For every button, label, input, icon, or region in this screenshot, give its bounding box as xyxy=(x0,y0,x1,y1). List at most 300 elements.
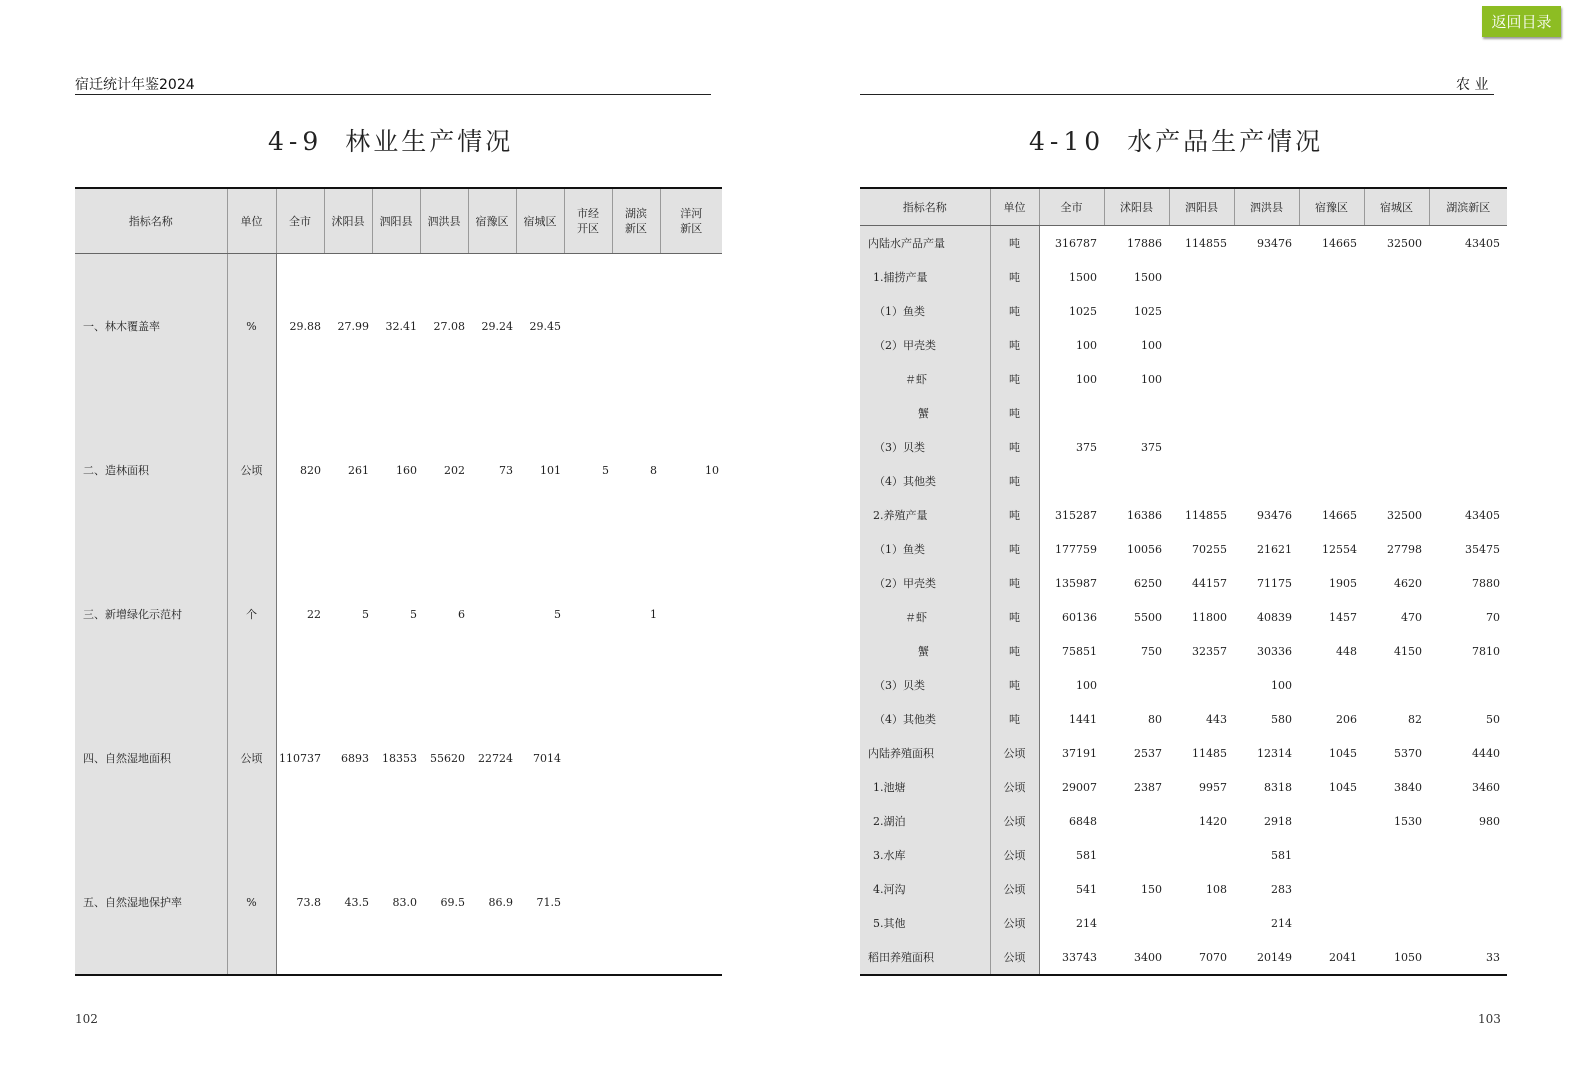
value-cell: 1025 xyxy=(1069,304,1097,318)
column-header: 指标名称 xyxy=(860,188,990,226)
value-cell xyxy=(1169,838,1234,872)
column-header: 湖滨 新区 xyxy=(612,188,660,254)
value-cell xyxy=(1169,328,1234,362)
value-cell: 1457 xyxy=(1329,610,1357,624)
value-cell: 4620 xyxy=(1394,576,1422,590)
table-row xyxy=(860,226,1507,261)
value-cell: 150 xyxy=(1141,882,1162,896)
value-cell: 100 xyxy=(1271,678,1292,692)
value-cell: 541 xyxy=(1076,882,1097,896)
value-cell xyxy=(1234,362,1299,396)
right-table-title xyxy=(1029,122,1323,158)
value-cell xyxy=(1429,464,1507,498)
value-cell: 22724 xyxy=(478,751,513,765)
column-header: 泗洪县 xyxy=(420,188,468,254)
column-header: 宿城区 xyxy=(516,188,564,254)
right-page-number: 103 xyxy=(1478,1012,1501,1026)
value-cell xyxy=(1429,260,1507,294)
value-cell: 7810 xyxy=(1472,644,1500,658)
value-cell xyxy=(1104,464,1169,498)
value-cell: 17886 xyxy=(1127,236,1162,250)
value-cell xyxy=(1364,464,1429,498)
value-cell xyxy=(1299,668,1364,702)
value-cell: 4440 xyxy=(1472,746,1500,760)
unit-cell: 吨 xyxy=(990,702,1039,736)
value-cell xyxy=(1299,362,1364,396)
unit-cell: 个 xyxy=(227,542,276,686)
value-cell: 8 xyxy=(650,463,657,477)
value-cell: 1 xyxy=(650,607,657,621)
unit-cell: 吨 xyxy=(990,532,1039,566)
table-row xyxy=(860,294,1507,328)
value-cell: 18353 xyxy=(382,751,417,765)
value-cell: 2537 xyxy=(1134,746,1162,760)
value-cell: 86.9 xyxy=(488,895,513,909)
value-cell: 73 xyxy=(499,463,513,477)
value-cell xyxy=(564,542,612,686)
value-cell xyxy=(1429,872,1507,906)
value-cell: 135987 xyxy=(1055,576,1097,590)
value-cell: 40839 xyxy=(1257,610,1292,624)
value-cell: 100 xyxy=(1076,372,1097,386)
row-label: 三、新增绿化示范村 xyxy=(75,542,227,686)
value-cell: 16386 xyxy=(1127,508,1162,522)
value-cell: 100 xyxy=(1141,338,1162,352)
value-cell xyxy=(1429,294,1507,328)
value-cell xyxy=(1429,362,1507,396)
value-cell: 29007 xyxy=(1062,780,1097,794)
value-cell: 443 xyxy=(1206,712,1227,726)
value-cell: 581 xyxy=(1076,848,1097,862)
value-cell: 448 xyxy=(1336,644,1357,658)
value-cell: 5370 xyxy=(1394,746,1422,760)
left-page-number: 102 xyxy=(75,1012,98,1026)
value-cell xyxy=(1364,668,1429,702)
value-cell: 750 xyxy=(1141,644,1162,658)
value-cell xyxy=(1299,430,1364,464)
value-cell: 6893 xyxy=(341,751,369,765)
aquatic-table xyxy=(860,187,1507,976)
value-cell xyxy=(564,830,612,975)
value-cell: 30336 xyxy=(1257,644,1292,658)
unit-cell: 吨 xyxy=(990,566,1039,600)
unit-cell: 吨 xyxy=(990,396,1039,430)
value-cell: 2387 xyxy=(1134,780,1162,794)
row-label: 5.其他 xyxy=(860,906,990,940)
column-header: 指标名称 xyxy=(75,188,227,254)
row-label: 3.水库 xyxy=(860,838,990,872)
unit-cell: 公顷 xyxy=(990,906,1039,940)
unit-cell: 公顷 xyxy=(990,872,1039,906)
value-cell: 2041 xyxy=(1329,950,1357,964)
value-cell: 27798 xyxy=(1387,542,1422,556)
column-header: 湖滨新区 xyxy=(1429,188,1507,226)
value-cell xyxy=(1299,872,1364,906)
left-table-number: 4-9 xyxy=(268,127,324,156)
value-cell xyxy=(612,830,660,975)
value-cell xyxy=(1104,906,1169,940)
value-cell: 206 xyxy=(1336,712,1357,726)
table-row xyxy=(75,254,722,399)
row-label: 一、林木覆盖率 xyxy=(75,254,227,399)
row-label: 蟹 xyxy=(860,396,990,430)
value-cell: 33 xyxy=(1486,950,1500,964)
value-cell xyxy=(1169,430,1234,464)
column-header: 宿豫区 xyxy=(468,188,516,254)
value-cell: 177759 xyxy=(1055,542,1097,556)
table-row xyxy=(75,830,722,975)
column-header: 全市 xyxy=(1039,188,1104,226)
unit-cell: 吨 xyxy=(990,294,1039,328)
row-label: （1）鱼类 xyxy=(860,294,990,328)
value-cell: 202 xyxy=(444,463,465,477)
value-cell: 32500 xyxy=(1387,508,1422,522)
value-cell xyxy=(1039,464,1104,498)
value-cell: 100 xyxy=(1076,678,1097,692)
table-row xyxy=(860,906,1507,940)
row-label: 四、自然湿地面积 xyxy=(75,686,227,830)
unit-cell: 公顷 xyxy=(990,838,1039,872)
value-cell: 69.5 xyxy=(440,895,465,909)
value-cell: 10056 xyxy=(1127,542,1162,556)
value-cell: 1045 xyxy=(1329,780,1357,794)
value-cell: 20149 xyxy=(1257,950,1292,964)
back-to-contents-button[interactable]: 返回目录 xyxy=(1482,6,1561,37)
unit-cell: % xyxy=(227,254,276,399)
unit-cell: 公顷 xyxy=(990,940,1039,975)
column-header: 沭阳县 xyxy=(1104,188,1169,226)
row-label: ＃虾 xyxy=(860,362,990,396)
value-cell xyxy=(1234,464,1299,498)
value-cell: 101 xyxy=(540,463,561,477)
value-cell: 21621 xyxy=(1257,542,1292,556)
value-cell: 5 xyxy=(410,607,417,621)
value-cell xyxy=(660,542,722,686)
value-cell: 5 xyxy=(602,463,609,477)
value-cell: 82 xyxy=(1408,712,1422,726)
column-header: 单位 xyxy=(227,188,276,254)
column-header: 泗阳县 xyxy=(372,188,420,254)
value-cell xyxy=(1169,668,1234,702)
value-cell xyxy=(1299,294,1364,328)
value-cell: 71.5 xyxy=(536,895,561,909)
value-cell: 1420 xyxy=(1199,814,1227,828)
value-cell: 214 xyxy=(1271,916,1292,930)
table-row xyxy=(860,838,1507,872)
table-row xyxy=(860,362,1507,396)
value-cell: 1530 xyxy=(1394,814,1422,828)
table-row xyxy=(860,872,1507,906)
value-cell: 32.41 xyxy=(385,319,417,333)
value-cell: 44157 xyxy=(1192,576,1227,590)
column-header: 单位 xyxy=(990,188,1039,226)
column-header: 市经 开区 xyxy=(564,188,612,254)
row-label: 1.池塘 xyxy=(860,770,990,804)
value-cell: 11800 xyxy=(1192,610,1227,624)
row-label: （2）甲壳类 xyxy=(860,566,990,600)
row-label: （1）鱼类 xyxy=(860,532,990,566)
value-cell xyxy=(1429,668,1507,702)
value-cell: 114855 xyxy=(1185,508,1227,522)
unit-cell: 吨 xyxy=(990,668,1039,702)
left-header-rule xyxy=(75,94,711,95)
value-cell: 8318 xyxy=(1264,780,1292,794)
unit-cell: 公顷 xyxy=(990,736,1039,770)
value-cell: 4150 xyxy=(1394,644,1422,658)
value-cell: 375 xyxy=(1141,440,1162,454)
table-row xyxy=(860,328,1507,362)
value-cell: 3400 xyxy=(1134,950,1162,964)
table-row xyxy=(860,532,1507,566)
unit-cell: 吨 xyxy=(990,260,1039,294)
value-cell: 75851 xyxy=(1062,644,1097,658)
left-table-title-text: 林业生产情况 xyxy=(345,127,514,156)
value-cell xyxy=(1429,906,1507,940)
value-cell: 581 xyxy=(1271,848,1292,862)
value-cell xyxy=(1364,328,1429,362)
value-cell: 261 xyxy=(348,463,369,477)
value-cell: 70 xyxy=(1486,610,1500,624)
value-cell xyxy=(1169,294,1234,328)
value-cell: 27.99 xyxy=(337,319,369,333)
value-cell: 60136 xyxy=(1062,610,1097,624)
unit-cell: 吨 xyxy=(990,600,1039,634)
value-cell xyxy=(612,254,660,399)
value-cell: 470 xyxy=(1401,610,1422,624)
row-label: 1.捕捞产量 xyxy=(860,260,990,294)
value-cell xyxy=(1364,396,1429,430)
value-cell: 1050 xyxy=(1394,950,1422,964)
value-cell xyxy=(1364,260,1429,294)
column-header: 全市 xyxy=(276,188,324,254)
value-cell xyxy=(1429,328,1507,362)
value-cell: 93476 xyxy=(1257,236,1292,250)
right-table-number: 4-10 xyxy=(1029,127,1106,156)
value-cell: 35475 xyxy=(1465,542,1500,556)
value-cell xyxy=(1104,804,1169,838)
value-cell: 70255 xyxy=(1192,542,1227,556)
table-row xyxy=(860,498,1507,532)
value-cell xyxy=(660,686,722,830)
value-cell xyxy=(1169,260,1234,294)
value-cell: 33743 xyxy=(1062,950,1097,964)
value-cell: 37191 xyxy=(1062,746,1097,760)
table-row xyxy=(860,804,1507,838)
aquatic-table-header xyxy=(860,188,1507,226)
value-cell: 14665 xyxy=(1322,508,1357,522)
value-cell xyxy=(564,254,612,399)
table-row xyxy=(75,398,722,542)
value-cell: 43405 xyxy=(1465,508,1500,522)
value-cell: 11485 xyxy=(1192,746,1227,760)
value-cell xyxy=(1429,838,1507,872)
row-label: 内陆水产品产量 xyxy=(860,226,990,261)
value-cell xyxy=(1169,396,1234,430)
unit-cell: 公顷 xyxy=(990,804,1039,838)
column-header: 洋河 新区 xyxy=(660,188,722,254)
value-cell xyxy=(564,686,612,830)
unit-cell: 公顷 xyxy=(227,398,276,542)
value-cell: 283 xyxy=(1271,882,1292,896)
table-row xyxy=(860,940,1507,975)
table-row xyxy=(860,634,1507,668)
value-cell: 29.24 xyxy=(481,319,513,333)
value-cell: 55620 xyxy=(430,751,465,765)
value-cell xyxy=(1299,396,1364,430)
value-cell: 7880 xyxy=(1472,576,1500,590)
value-cell: 12314 xyxy=(1257,746,1292,760)
value-cell xyxy=(1364,872,1429,906)
column-header: 泗洪县 xyxy=(1234,188,1299,226)
value-cell xyxy=(1234,294,1299,328)
value-cell: 27.08 xyxy=(433,319,465,333)
value-cell: 820 xyxy=(300,463,321,477)
value-cell: 114855 xyxy=(1185,236,1227,250)
value-cell xyxy=(660,830,722,975)
row-label: ＃虾 xyxy=(860,600,990,634)
table-row xyxy=(860,600,1507,634)
value-cell: 3840 xyxy=(1394,780,1422,794)
unit-cell: 公顷 xyxy=(990,770,1039,804)
table-row xyxy=(860,566,1507,600)
value-cell xyxy=(468,542,516,686)
unit-cell: 吨 xyxy=(990,362,1039,396)
unit-cell: 吨 xyxy=(990,464,1039,498)
value-cell xyxy=(1169,362,1234,396)
table-row xyxy=(860,736,1507,770)
row-label: （3）贝类 xyxy=(860,430,990,464)
left-running-header: 宿迁统计年鉴2024 xyxy=(75,77,195,93)
value-cell xyxy=(1299,804,1364,838)
value-cell: 32500 xyxy=(1387,236,1422,250)
value-cell xyxy=(612,686,660,830)
value-cell: 71175 xyxy=(1257,576,1292,590)
table-row xyxy=(860,464,1507,498)
value-cell xyxy=(1299,260,1364,294)
left-table-title xyxy=(268,122,513,158)
value-cell xyxy=(1169,464,1234,498)
value-cell: 6848 xyxy=(1069,814,1097,828)
value-cell: 1500 xyxy=(1134,270,1162,284)
value-cell: 10 xyxy=(705,463,719,477)
value-cell xyxy=(1299,464,1364,498)
row-label: 五、自然湿地保护率 xyxy=(75,830,227,975)
value-cell xyxy=(1234,260,1299,294)
value-cell: 2918 xyxy=(1264,814,1292,828)
value-cell: 73.8 xyxy=(296,895,321,909)
row-label: （4）其他类 xyxy=(860,702,990,736)
value-cell: 980 xyxy=(1479,814,1500,828)
column-header: 宿城区 xyxy=(1364,188,1429,226)
value-cell xyxy=(1429,396,1507,430)
value-cell: 3460 xyxy=(1472,780,1500,794)
value-cell xyxy=(1364,906,1429,940)
value-cell: 29.45 xyxy=(529,319,561,333)
value-cell: 110737 xyxy=(279,751,321,765)
value-cell: 100 xyxy=(1076,338,1097,352)
table-row xyxy=(860,702,1507,736)
value-cell: 80 xyxy=(1148,712,1162,726)
value-cell: 14665 xyxy=(1322,236,1357,250)
value-cell: 375 xyxy=(1076,440,1097,454)
row-label: 稻田养殖面积 xyxy=(860,940,990,975)
value-cell: 100 xyxy=(1141,372,1162,386)
value-cell: 1500 xyxy=(1069,270,1097,284)
column-header: 宿豫区 xyxy=(1299,188,1364,226)
row-label: （4）其他类 xyxy=(860,464,990,498)
row-label: 二、造林面积 xyxy=(75,398,227,542)
value-cell xyxy=(1299,328,1364,362)
value-cell xyxy=(1234,430,1299,464)
unit-cell: % xyxy=(227,830,276,975)
value-cell: 5 xyxy=(554,607,561,621)
value-cell: 1441 xyxy=(1069,712,1097,726)
value-cell: 6250 xyxy=(1134,576,1162,590)
right-running-header: 农 业 xyxy=(1456,77,1489,93)
row-label: （2）甲壳类 xyxy=(860,328,990,362)
row-label: 2.养殖产量 xyxy=(860,498,990,532)
value-cell xyxy=(1429,430,1507,464)
value-cell: 5 xyxy=(362,607,369,621)
value-cell: 160 xyxy=(396,463,417,477)
value-cell: 5500 xyxy=(1134,610,1162,624)
row-label: 蟹 xyxy=(860,634,990,668)
value-cell: 12554 xyxy=(1322,542,1357,556)
value-cell xyxy=(1364,838,1429,872)
value-cell: 50 xyxy=(1486,712,1500,726)
value-cell: 580 xyxy=(1271,712,1292,726)
row-label: 2.湖泊 xyxy=(860,804,990,838)
value-cell: 6 xyxy=(458,607,465,621)
row-label: 4.河沟 xyxy=(860,872,990,906)
value-cell: 9957 xyxy=(1199,780,1227,794)
value-cell: 315287 xyxy=(1055,508,1097,522)
unit-cell: 吨 xyxy=(990,634,1039,668)
forestry-table xyxy=(75,187,722,976)
right-table-title-text: 水产品生产情况 xyxy=(1127,127,1324,156)
value-cell: 7014 xyxy=(533,751,561,765)
value-cell xyxy=(660,254,722,399)
value-cell xyxy=(1104,668,1169,702)
value-cell xyxy=(1104,396,1169,430)
table-row xyxy=(860,430,1507,464)
table-row xyxy=(75,542,722,686)
column-header: 泗阳县 xyxy=(1169,188,1234,226)
value-cell: 22 xyxy=(307,607,321,621)
value-cell xyxy=(1364,294,1429,328)
unit-cell: 吨 xyxy=(990,498,1039,532)
value-cell: 29.88 xyxy=(289,319,321,333)
value-cell: 214 xyxy=(1076,916,1097,930)
table-row xyxy=(860,770,1507,804)
value-cell xyxy=(1169,906,1234,940)
table-row xyxy=(860,396,1507,430)
value-cell xyxy=(1299,906,1364,940)
table-row xyxy=(75,686,722,830)
unit-cell: 吨 xyxy=(990,430,1039,464)
right-header-rule xyxy=(860,94,1494,95)
value-cell: 43405 xyxy=(1465,236,1500,250)
unit-cell: 吨 xyxy=(990,328,1039,362)
value-cell xyxy=(1299,838,1364,872)
value-cell: 32357 xyxy=(1192,644,1227,658)
unit-cell: 吨 xyxy=(990,226,1039,261)
value-cell: 93476 xyxy=(1257,508,1292,522)
table-row xyxy=(860,260,1507,294)
value-cell xyxy=(1364,362,1429,396)
value-cell: 7070 xyxy=(1199,950,1227,964)
value-cell: 1025 xyxy=(1134,304,1162,318)
